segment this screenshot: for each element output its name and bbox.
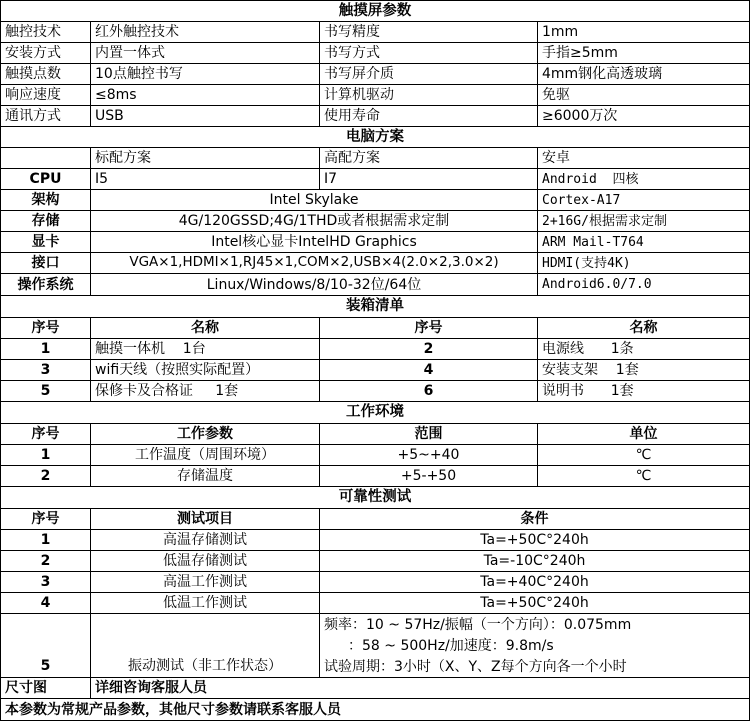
pc-label-arch: 架构 [0, 190, 91, 211]
touch-label: 书写精度 [320, 22, 538, 43]
env-range: +5~+40 [320, 445, 538, 466]
touch-value: 红外触控技术 [91, 22, 320, 43]
packing-header: 名称 [91, 318, 320, 339]
packing-header: 序号 [0, 318, 91, 339]
touch-label: 触控技术 [0, 22, 91, 43]
touch-value: ≥6000万次 [538, 106, 750, 127]
touch-label: 响应速度 [0, 85, 91, 106]
pc-label-os: 操作系统 [0, 274, 91, 296]
touch-value: 手指≥5mm [538, 43, 750, 64]
packing-no: 2 [320, 339, 538, 360]
packing-no: 1 [0, 339, 91, 360]
vibration-conditions [320, 614, 750, 678]
touch-value: 4mm钢化高透玻璃 [538, 64, 750, 85]
size-label: 尺寸图 [0, 678, 91, 699]
packing-item: 安装支架 1套 [538, 360, 750, 381]
env-header: 序号 [0, 424, 91, 445]
reliability-header: 条件 [320, 509, 750, 530]
pc-cpu-high: I7 [320, 169, 538, 190]
packing-item: 电源线 1条 [538, 339, 750, 360]
touch-label: 计算机驱动 [320, 85, 538, 106]
env-header: 单位 [538, 424, 750, 445]
env-range: +5-+50 [320, 466, 538, 487]
touch-label: 通讯方式 [0, 106, 91, 127]
touch-value: ≤8ms [91, 85, 320, 106]
pc-os-x86: Linux/Windows/8/10-32位/64位 [91, 274, 538, 296]
pc-storage-android: 2+16G/根据需求定制 [538, 211, 750, 232]
packing-item: 保修卡及合格证 1套 [91, 381, 320, 402]
size-value: 详细咨询客服人员 [91, 678, 750, 699]
reliability-item: 低温工作测试 [91, 593, 320, 614]
pc-cpu-android: Android 四核 [538, 169, 750, 190]
touch-value: 免驱 [538, 85, 750, 106]
env-header: 范围 [320, 424, 538, 445]
touch-value: 1mm [538, 22, 750, 43]
env-no: 2 [0, 466, 91, 487]
packing-item: wifi天线（按照实际配置） [91, 360, 320, 381]
reliability-condition: Ta=-10C°240h [320, 551, 750, 572]
vibration-line-3: 试验周期：3小时（X、Y、Z每个方向各一个小时 [324, 658, 627, 675]
packing-no: 4 [320, 360, 538, 381]
touch-value: USB [91, 106, 320, 127]
packing-header: 序号 [320, 318, 538, 339]
touch-label: 书写方式 [320, 43, 538, 64]
section-title-touch: 触摸屏参数 [0, 0, 750, 22]
reliability-no: 4 [0, 593, 91, 614]
pc-gpu-android: ARM Mail-T764 [538, 232, 750, 253]
section-title-packing: 装箱清单 [0, 296, 750, 318]
section-title-pc: 电脑方案 [0, 127, 750, 148]
vibration-name: 振动测试（非工作状态） [91, 614, 320, 678]
pc-header-blank [0, 148, 91, 169]
packing-no: 3 [0, 360, 91, 381]
touch-label: 触摸点数 [0, 64, 91, 85]
env-header: 工作参数 [91, 424, 320, 445]
pc-ports-x86: VGA×1,HDMI×1,RJ45×1,COM×2,USB×4(2.0×2,3.0×2) [91, 253, 538, 274]
vibration-line-1: 频率：10 ~ 57Hz/振幅（一个方向）：0.075mm [324, 616, 632, 633]
pc-ports-android: HDMI(支持4K) [538, 253, 750, 274]
pc-storage-x86: 4G/120GSSD;4G/1THD或者根据需求定制 [91, 211, 538, 232]
reliability-no: 1 [0, 530, 91, 551]
packing-no: 5 [0, 381, 91, 402]
env-unit: ℃ [538, 445, 750, 466]
packing-item: 触摸一体机 1台 [91, 339, 320, 360]
reliability-item: 高温工作测试 [91, 572, 320, 593]
touch-value: 内置一体式 [91, 43, 320, 64]
pc-cpu-std: I5 [91, 169, 320, 190]
touch-label: 安装方式 [0, 43, 91, 64]
pc-gpu-x86: Intel核心显卡IntelHD Graphics [91, 232, 538, 253]
vibration-no: 5 [0, 614, 91, 678]
reliability-condition: Ta=+50C°240h [320, 593, 750, 614]
touch-label: 使用寿命 [320, 106, 538, 127]
section-title-env: 工作环境 [0, 402, 750, 424]
reliability-item: 低温存储测试 [91, 551, 320, 572]
pc-label-gpu: 显卡 [0, 232, 91, 253]
footer-note: 本参数为常规产品参数，其他尺寸参数请联系客服人员 [0, 699, 750, 721]
reliability-condition: Ta=+50C°240h [320, 530, 750, 551]
reliability-header: 序号 [0, 509, 91, 530]
touch-value: 10点触控书写 [91, 64, 320, 85]
pc-label-storage: 存储 [0, 211, 91, 232]
env-unit: ℃ [538, 466, 750, 487]
reliability-item: 高温存储测试 [91, 530, 320, 551]
env-param: 存储温度 [91, 466, 320, 487]
pc-label-ports: 接口 [0, 253, 91, 274]
packing-item: 说明书 1套 [538, 381, 750, 402]
reliability-no: 2 [0, 551, 91, 572]
pc-arch-android: Cortex-A17 [538, 190, 750, 211]
packing-header: 名称 [538, 318, 750, 339]
reliability-condition: Ta=+40C°240h [320, 572, 750, 593]
pc-arch-x86: Intel Skylake [91, 190, 538, 211]
touch-label: 书写屏介质 [320, 64, 538, 85]
env-no: 1 [0, 445, 91, 466]
vibration-line-2: ：58 ~ 500Hz/加速度：9.8m/s [348, 637, 554, 654]
reliability-no: 3 [0, 572, 91, 593]
pc-header: 标配方案 [91, 148, 320, 169]
pc-label-cpu: CPU [0, 169, 91, 190]
reliability-header: 测试项目 [91, 509, 320, 530]
env-param: 工作温度（周围环境） [91, 445, 320, 466]
pc-os-android: Android6.0/7.0 [538, 274, 750, 296]
pc-header: 安卓 [538, 148, 750, 169]
section-title-reliability: 可靠性测试 [0, 487, 750, 509]
pc-header: 高配方案 [320, 148, 538, 169]
packing-no: 6 [320, 381, 538, 402]
